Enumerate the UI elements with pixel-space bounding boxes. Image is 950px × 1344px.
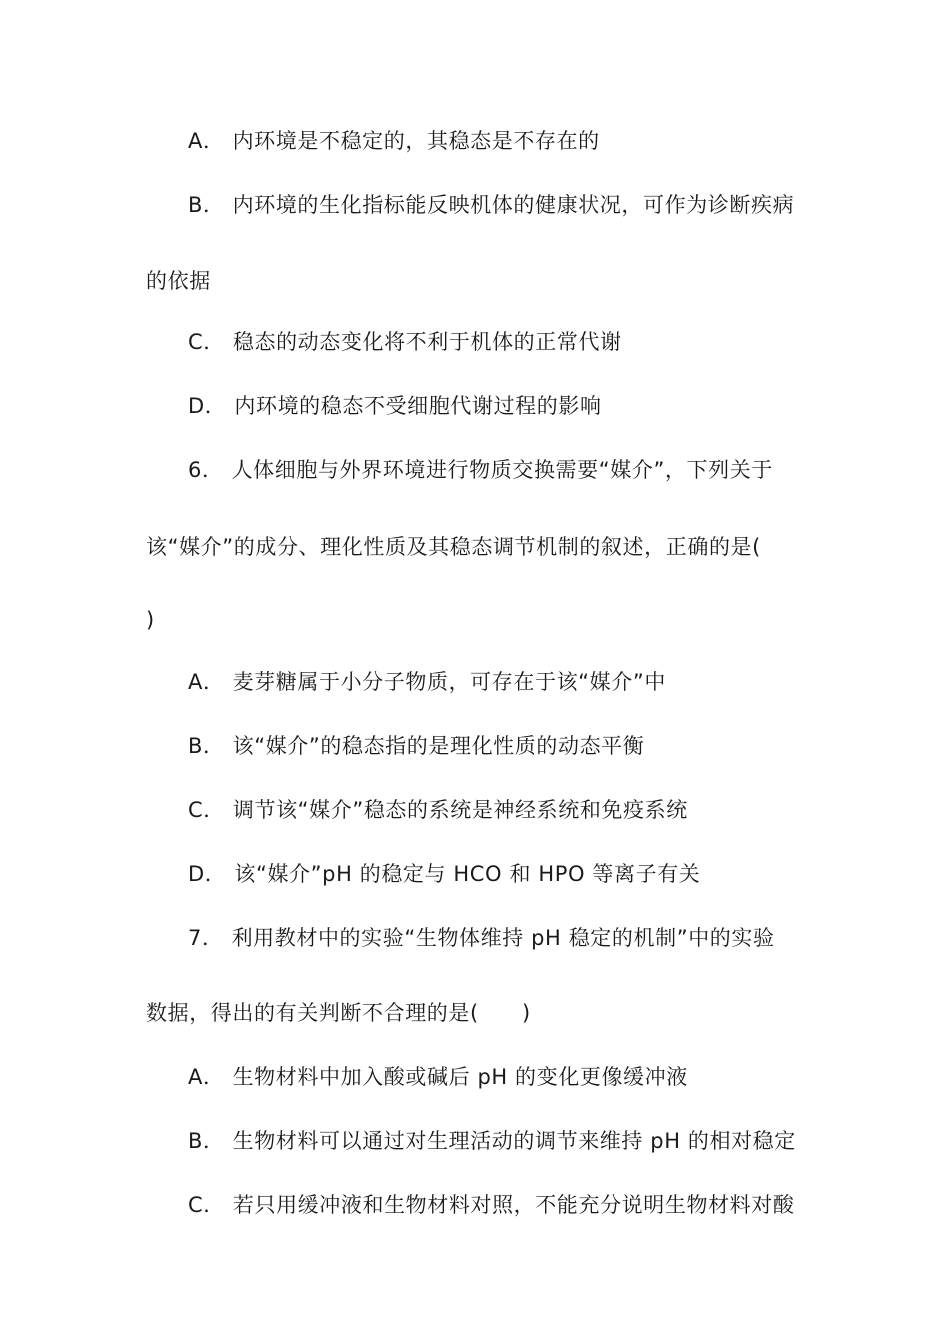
question-6-stem bbox=[188, 456, 773, 484]
option-b-q5-continuation bbox=[146, 267, 211, 295]
option-d-q5 bbox=[188, 392, 602, 420]
option-label: D． bbox=[188, 862, 227, 886]
option-text: 生物材料可以通过对生理活动的调节来维持 pH 的相对稳定 bbox=[232, 1129, 796, 1153]
option-a-q6 bbox=[188, 668, 666, 696]
option-label: D． bbox=[188, 394, 227, 418]
option-label: C． bbox=[188, 1193, 225, 1217]
question-text: 人体细胞与外界环境进行物质交换需要“媒介”，下列关于 bbox=[231, 458, 773, 482]
option-b-q7 bbox=[188, 1127, 796, 1155]
question-7-stem-continuation bbox=[146, 999, 531, 1027]
option-label: A． bbox=[188, 1065, 225, 1089]
option-label: B． bbox=[188, 193, 225, 217]
option-text: 生物材料中加入酸或碱后 pH 的变化更像缓冲液 bbox=[232, 1065, 688, 1089]
option-c-q6 bbox=[188, 796, 688, 824]
option-text: 麦芽糖属于小分子物质，可存在于该“媒介”中 bbox=[232, 670, 666, 694]
continuation-text: 的依据 bbox=[146, 269, 211, 293]
question-6-stem-continuation bbox=[146, 533, 761, 561]
option-text: 若只用缓冲液和生物材料对照，不能充分说明生物材料对酸 bbox=[232, 1193, 795, 1217]
option-label: B． bbox=[188, 734, 225, 758]
option-label: A． bbox=[188, 670, 225, 694]
option-label: C． bbox=[188, 798, 225, 822]
option-text: 内环境的生化指标能反映机体的健康状况，可作为诊断疾病 bbox=[232, 193, 795, 217]
question-7-stem bbox=[188, 924, 775, 952]
question-number: 6． bbox=[188, 458, 224, 482]
question-6-answer-blank bbox=[146, 606, 155, 634]
continuation-text: 数据，得出的有关判断不合理的是( ) bbox=[146, 1001, 531, 1025]
continuation-text: 该“媒介”的成分、理化性质及其稳态调节机制的叙述，正确的是( bbox=[146, 535, 761, 559]
option-d-q6 bbox=[188, 860, 700, 888]
question-number: 7． bbox=[188, 926, 224, 950]
option-a-q5 bbox=[188, 127, 600, 155]
answer-blank: ) bbox=[146, 608, 155, 632]
option-c-q5 bbox=[188, 328, 622, 356]
option-label: C． bbox=[188, 330, 225, 354]
option-label: A． bbox=[188, 129, 225, 153]
option-text: 调节该“媒介”稳态的系统是神经系统和免疫系统 bbox=[232, 798, 688, 822]
option-text: 该“媒介”的稳态指的是理化性质的动态平衡 bbox=[232, 734, 645, 758]
option-b-q5 bbox=[188, 191, 794, 219]
option-a-q7 bbox=[188, 1063, 688, 1091]
option-text: 该“媒介”pH 的稳定与 HCO 和 HPO 等离子有关 bbox=[234, 862, 701, 886]
option-b-q6 bbox=[188, 732, 644, 760]
option-c-q7 bbox=[188, 1191, 794, 1219]
question-text: 利用教材中的实验“生物体维持 pH 稳定的机制”中的实验 bbox=[231, 926, 775, 950]
option-text: 稳态的动态变化将不利于机体的正常代谢 bbox=[232, 330, 622, 354]
option-text: 内环境的稳态不受细胞代谢过程的影响 bbox=[234, 394, 602, 418]
option-label: B． bbox=[188, 1129, 225, 1153]
option-text: 内环境是不稳定的，其稳态是不存在的 bbox=[232, 129, 600, 153]
